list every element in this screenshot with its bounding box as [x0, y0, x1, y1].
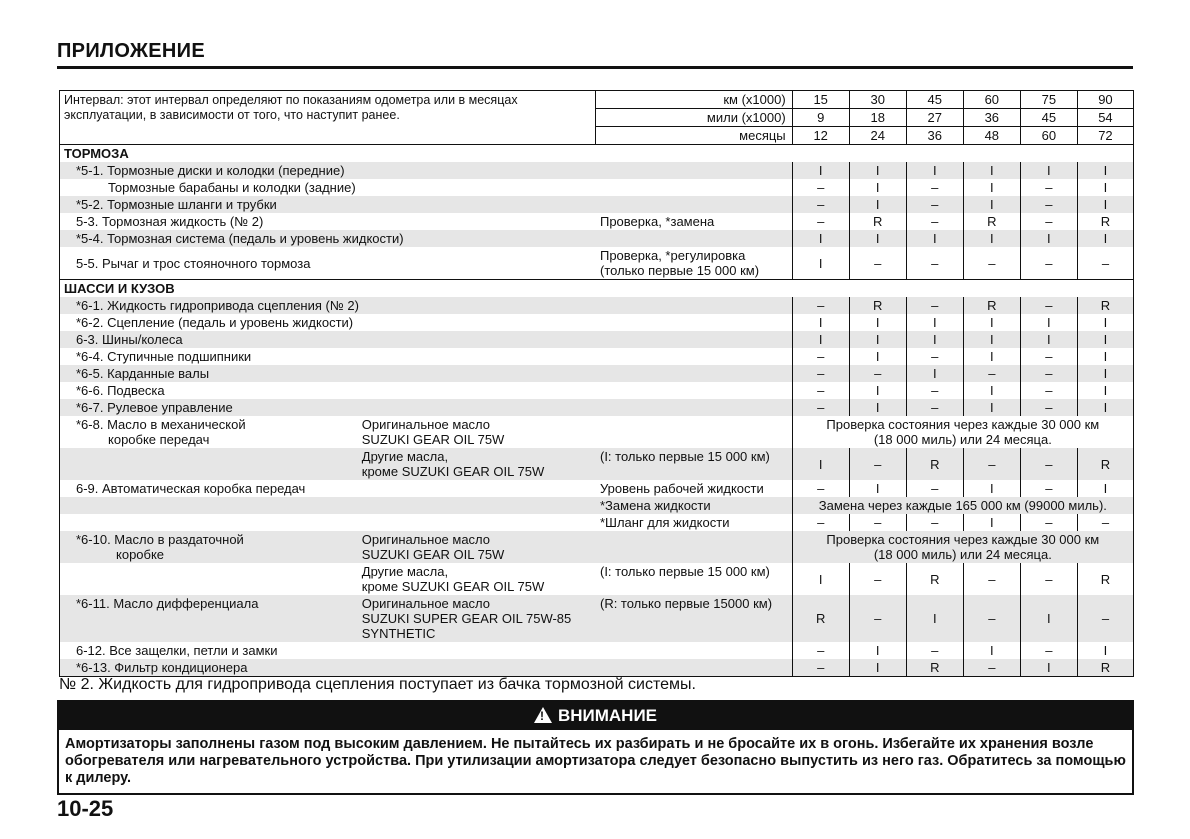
- oil-name: SUZUKI SUPER GEAR OIL 75W-85: [361, 611, 572, 626]
- item-name: *6-10. Масло в раздаточной: [76, 532, 244, 547]
- interval-span-text: (18 000 миль) или 24 месяца.: [873, 547, 1052, 562]
- oil-name: Оригинальное масло: [361, 596, 491, 611]
- item-name: *5-2. Тормозные шланги и трубки: [60, 196, 596, 213]
- item-name: коробке передач: [108, 432, 210, 447]
- interval-value: –: [906, 399, 963, 416]
- action-text: [596, 230, 792, 247]
- interval-label: месяцы: [596, 127, 792, 145]
- interval-value: 24: [849, 127, 906, 145]
- interval-value: I: [849, 314, 906, 331]
- item-name: *5-1. Тормозные диски и колодки (передние): [60, 162, 596, 179]
- interval-value: –: [906, 196, 963, 213]
- header-rule: [57, 66, 1133, 69]
- interval-value: 9: [792, 109, 849, 127]
- interval-value: I: [849, 659, 906, 677]
- interval-value: –: [1020, 480, 1077, 497]
- interval-value: I: [1077, 365, 1133, 382]
- oil-name: Другие масла,: [361, 564, 449, 579]
- interval-value: –: [792, 382, 849, 399]
- interval-value: I: [849, 196, 906, 213]
- action-text: [596, 162, 792, 179]
- interval-value: I: [1077, 348, 1133, 365]
- table-row: [60, 162, 1134, 179]
- interval-value: –: [1020, 213, 1077, 230]
- warning-triangle-icon: [534, 707, 552, 723]
- interval-value: I: [963, 314, 1020, 331]
- interval-value: I: [849, 642, 906, 659]
- interval-value: I: [963, 230, 1020, 247]
- table-row: [60, 314, 1134, 331]
- warning-title: ВНИМАНИЕ: [557, 706, 658, 725]
- oil-name: SYNTHETIC: [361, 626, 436, 641]
- interval-value: I: [849, 480, 906, 497]
- interval-value: –: [1077, 514, 1133, 531]
- interval-value: 60: [1020, 127, 1077, 145]
- action-text: (только первые 15 000 км): [599, 263, 760, 278]
- interval-value: –: [849, 247, 906, 280]
- warning-text: Амортизаторы заполнены газом под высоким давлением. Не пытайтесь их разбирать и не бросайте их в огонь. Избегайте их хранения возле обогревателя или нагревательного устройства. При утилизации амортизатора следует безопасно выпустить из него газ. Обратитесь за помощью к дилеру.: [65, 736, 1126, 786]
- interval-value: I: [1020, 595, 1077, 642]
- interval-value: –: [849, 595, 906, 642]
- interval-value: –: [1020, 399, 1077, 416]
- interval-value: –: [792, 297, 849, 314]
- item-name: *6-1. Жидкость гидропривода сцепления (№ 2): [60, 297, 596, 314]
- interval-value: –: [963, 659, 1020, 677]
- oil-name: кроме SUZUKI GEAR OIL 75W: [361, 464, 545, 479]
- interval-value: –: [906, 480, 963, 497]
- interval-value: 48: [963, 127, 1020, 145]
- interval-value: –: [1020, 448, 1077, 480]
- interval-value: –: [849, 365, 906, 382]
- interval-label-km: км (x1000): [596, 91, 792, 109]
- km-value: 15: [792, 91, 849, 109]
- interval-value: –: [792, 365, 849, 382]
- interval-value: 54: [1077, 109, 1133, 127]
- interval-value: I: [906, 331, 963, 348]
- interval-value: R: [1077, 213, 1133, 230]
- interval-value: –: [792, 348, 849, 365]
- item-name: 5-5. Рычаг и трос стояночного тормоза: [60, 247, 596, 280]
- interval-value: I: [1020, 659, 1077, 677]
- interval-value: –: [906, 297, 963, 314]
- interval-value: I: [1077, 162, 1133, 179]
- interval-value: –: [792, 659, 849, 677]
- action-text: (I: только первые 15 000 км): [596, 448, 792, 480]
- table-row: [60, 563, 1134, 595]
- interval-value: I: [963, 399, 1020, 416]
- item-name: *6-7. Рулевое управление: [60, 399, 596, 416]
- interval-value: I: [792, 448, 849, 480]
- table-row: [60, 595, 1134, 642]
- item-name: *6-13. Фильтр кондиционера: [60, 659, 596, 677]
- interval-value: I: [1077, 399, 1133, 416]
- oil-name: Оригинальное масло: [361, 532, 491, 547]
- table-row: [60, 497, 1134, 514]
- action-text: (I: только первые 15 000 км): [599, 564, 770, 579]
- interval-value: –: [792, 399, 849, 416]
- interval-value: R: [1077, 563, 1133, 595]
- interval-value: 18: [849, 109, 906, 127]
- interval-value: I: [849, 179, 906, 196]
- interval-value: –: [963, 448, 1020, 480]
- interval-value: I: [792, 230, 849, 247]
- interval-value: R: [792, 595, 849, 642]
- interval-value: 36: [906, 127, 963, 145]
- interval-value: –: [792, 514, 849, 531]
- footnote: № 2. Жидкость для гидропривода сцепления поступает из бачка тормозной системы.: [59, 676, 696, 693]
- table-row: [60, 448, 1134, 480]
- interval-value: –: [906, 642, 963, 659]
- interval-value: –: [849, 514, 906, 531]
- action-text: *Замена жидкости: [596, 497, 792, 514]
- interval-value: –: [792, 642, 849, 659]
- section-title-chassis: ШАССИ И КУЗОВ: [60, 280, 1134, 298]
- interval-value: –: [963, 365, 1020, 382]
- interval-value: –: [1020, 179, 1077, 196]
- interval-value: I: [792, 331, 849, 348]
- interval-value: I: [963, 382, 1020, 399]
- item-name: *6-2. Сцепление (педаль и уровень жидкости): [60, 314, 596, 331]
- interval-value: R: [963, 213, 1020, 230]
- km-value: 45: [906, 91, 963, 109]
- interval-value: I: [1077, 179, 1133, 196]
- oil-name: SUZUKI GEAR OIL 75W: [361, 432, 505, 447]
- table-row: [60, 247, 1134, 280]
- table-row: [60, 642, 1134, 659]
- interval-value: I: [963, 642, 1020, 659]
- interval-value: –: [1020, 348, 1077, 365]
- item-name: коробке: [116, 547, 165, 562]
- table-row: [60, 514, 1134, 531]
- warning-header: [59, 702, 1132, 730]
- interval-value: I: [1077, 196, 1133, 213]
- action-text: *Шланг для жидкости: [599, 515, 730, 530]
- interval-value: 12: [792, 127, 849, 145]
- table-row: [60, 297, 1134, 314]
- interval-value: –: [1020, 247, 1077, 280]
- interval-value: –: [906, 348, 963, 365]
- table-row: [60, 348, 1134, 365]
- item-name: 6-3. Шины/колеса: [60, 331, 596, 348]
- item-name: Тормозные барабаны и колодки (задние): [60, 179, 596, 196]
- interval-value: –: [1020, 196, 1077, 213]
- interval-value: 72: [1077, 127, 1133, 145]
- table-row: [60, 531, 1134, 563]
- item-name: 6-12. Все защелки, петли и замки: [60, 642, 596, 659]
- interval-value: –: [906, 382, 963, 399]
- interval-value: R: [1077, 297, 1133, 314]
- table-row: [60, 213, 1134, 230]
- interval-value: R: [1077, 659, 1133, 677]
- interval-value: I: [963, 514, 1020, 531]
- interval-value: I: [1077, 382, 1133, 399]
- interval-value: I: [1077, 230, 1133, 247]
- action-text: Уровень рабочей жидкости: [599, 481, 764, 496]
- interval-value: I: [849, 382, 906, 399]
- table-row: [60, 230, 1134, 247]
- interval-value: I: [1077, 331, 1133, 348]
- interval-value: I: [792, 563, 849, 595]
- interval-value: I: [849, 230, 906, 247]
- warning-box: [57, 700, 1134, 795]
- km-value: 75: [1020, 91, 1077, 109]
- interval-value: R: [906, 659, 963, 677]
- table-row: [60, 416, 1134, 448]
- interval-value: –: [963, 247, 1020, 280]
- interval-value: I: [1020, 162, 1077, 179]
- interval-value: 45: [1020, 109, 1077, 127]
- interval-span-text: Замена через каждые 165 000 км (99000 миль).: [792, 497, 1133, 514]
- action-text: Проверка, *регулировка: [599, 248, 746, 263]
- oil-name: кроме SUZUKI GEAR OIL 75W: [361, 579, 545, 594]
- interval-value: –: [1020, 514, 1077, 531]
- interval-value: I: [906, 314, 963, 331]
- item-name: *6-11. Масло дифференциала: [60, 595, 358, 642]
- interval-value: R: [1077, 448, 1133, 480]
- action-text: [596, 179, 792, 196]
- oil-name: Оригинальное масло: [361, 417, 491, 432]
- interval-value: I: [963, 179, 1020, 196]
- item-name: *6-4. Ступичные подшипники: [60, 348, 596, 365]
- interval-value: I: [792, 247, 849, 280]
- interval-value: 36: [963, 109, 1020, 127]
- interval-value: –: [1077, 595, 1133, 642]
- page-number: 10-25: [57, 796, 114, 821]
- action-text: (R: только первые 15000 км): [596, 595, 792, 642]
- interval-value: I: [1020, 230, 1077, 247]
- table-row: [60, 382, 1134, 399]
- interval-value: I: [849, 162, 906, 179]
- interval-value: R: [906, 563, 963, 595]
- interval-value: –: [963, 595, 1020, 642]
- interval-value: I: [1020, 314, 1077, 331]
- interval-value: –: [849, 563, 906, 595]
- interval-value: –: [963, 563, 1020, 595]
- oil-name: Другие масла,: [361, 449, 449, 464]
- action-text: Проверка, *замена: [599, 214, 715, 229]
- km-value: 60: [963, 91, 1020, 109]
- interval-value: –: [1020, 297, 1077, 314]
- table-row: [60, 659, 1134, 677]
- table-row: [60, 179, 1134, 196]
- table-row: [60, 331, 1134, 348]
- interval-note: Интервал: этот интервал определяют по показаниям одометра или в месяцах эксплуатации, в зависимости от того, что наступит ранее.: [60, 91, 596, 145]
- interval-value: I: [963, 196, 1020, 213]
- interval-span-text: Проверка состояния через каждые 30 000 км: [826, 532, 1100, 547]
- item-name: 5-3. Тормозная жидкость (№ 2): [60, 213, 596, 230]
- km-value: 30: [849, 91, 906, 109]
- interval-value: –: [1020, 382, 1077, 399]
- interval-value: I: [1077, 642, 1133, 659]
- interval-span-text: Проверка состояния через каждые 30 000 км: [826, 417, 1100, 432]
- page-title: ПРИЛОЖЕНИЕ: [57, 40, 205, 62]
- interval-value: 27: [906, 109, 963, 127]
- interval-value: I: [963, 348, 1020, 365]
- interval-value: R: [849, 213, 906, 230]
- interval-value: –: [906, 179, 963, 196]
- interval-value: –: [1020, 642, 1077, 659]
- item-name: *6-8. Масло в механической: [76, 417, 246, 432]
- maintenance-schedule-table: [59, 90, 1134, 677]
- item-name: *6-5. Карданные валы: [60, 365, 596, 382]
- interval-value: I: [849, 348, 906, 365]
- interval-value: –: [906, 247, 963, 280]
- interval-value: I: [963, 331, 1020, 348]
- table-row: [60, 365, 1134, 382]
- interval-value: R: [963, 297, 1020, 314]
- interval-value: –: [792, 480, 849, 497]
- interval-value: –: [906, 213, 963, 230]
- interval-value: –: [792, 196, 849, 213]
- item-name: *6-6. Подвеска: [60, 382, 596, 399]
- interval-value: –: [792, 213, 849, 230]
- interval-label: мили (x1000): [596, 109, 792, 127]
- table-row: [60, 399, 1134, 416]
- interval-value: I: [906, 230, 963, 247]
- interval-value: R: [849, 297, 906, 314]
- interval-value: –: [792, 179, 849, 196]
- interval-value: I: [849, 399, 906, 416]
- interval-value: I: [963, 480, 1020, 497]
- item-name: 6-9. Автоматическая коробка передач: [60, 480, 596, 497]
- interval-value: –: [849, 448, 906, 480]
- interval-value: –: [1020, 365, 1077, 382]
- interval-value: I: [963, 162, 1020, 179]
- interval-value: I: [1077, 480, 1133, 497]
- interval-value: R: [906, 448, 963, 480]
- km-value: 90: [1077, 91, 1133, 109]
- table-row: [60, 196, 1134, 213]
- item-name: *5-4. Тормозная система (педаль и уровень жидкости): [60, 230, 596, 247]
- section-title-brakes: ТОРМОЗА: [60, 145, 1134, 163]
- interval-value: –: [1077, 247, 1133, 280]
- interval-value: I: [849, 331, 906, 348]
- interval-value: I: [906, 365, 963, 382]
- interval-value: I: [1020, 331, 1077, 348]
- interval-value: I: [792, 314, 849, 331]
- interval-value: I: [906, 162, 963, 179]
- oil-name: SUZUKI GEAR OIL 75W: [361, 547, 505, 562]
- interval-span-text: (18 000 миль) или 24 месяца.: [873, 432, 1052, 447]
- interval-value: –: [906, 514, 963, 531]
- action-text: [596, 196, 792, 213]
- table-row: [60, 480, 1134, 497]
- interval-value: I: [1077, 314, 1133, 331]
- interval-value: I: [906, 595, 963, 642]
- interval-value: –: [1020, 563, 1077, 595]
- interval-value: I: [792, 162, 849, 179]
